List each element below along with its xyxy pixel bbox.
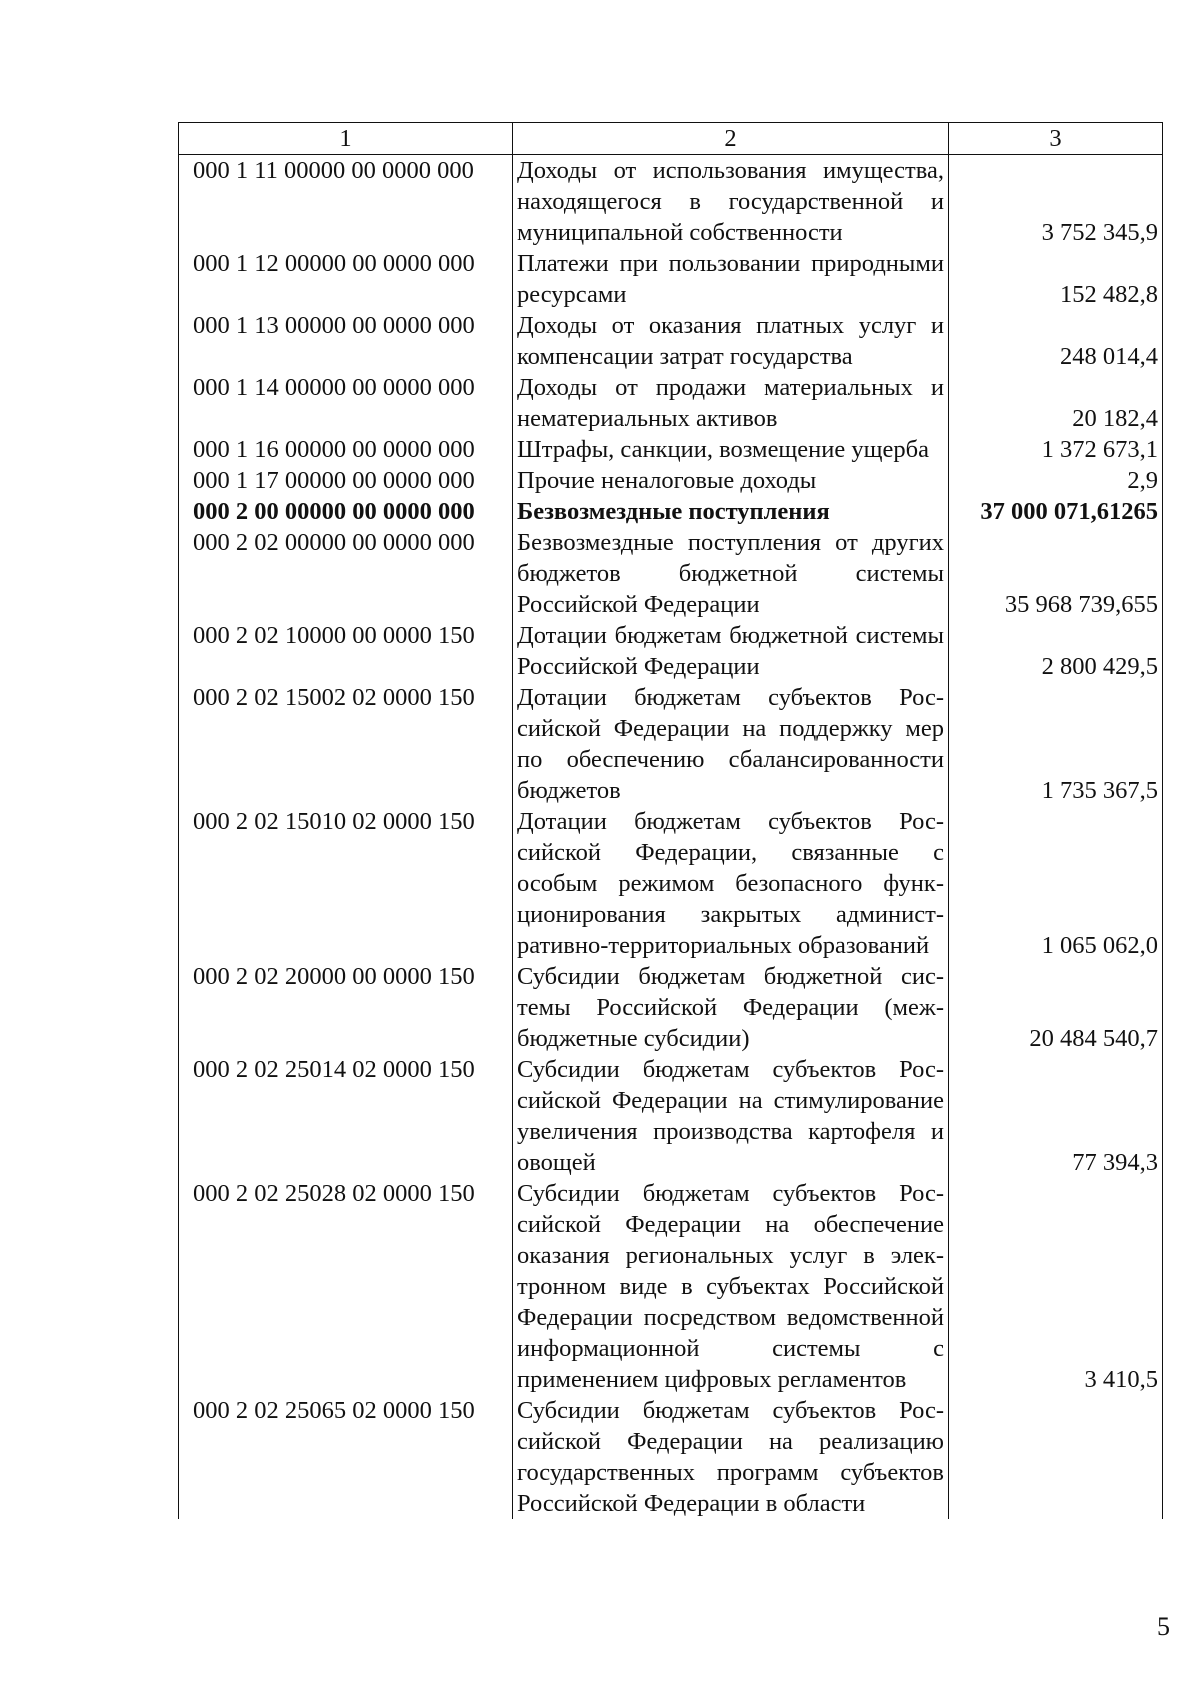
budget-code-cell: 000 1 11 00000 00 0000 000 <box>179 155 513 249</box>
budget-code-cell: 000 2 02 25014 02 0000 150 <box>179 1054 513 1178</box>
table-body <box>179 155 1163 1520</box>
revenue-name-cell: Прочие неналоговые доходы <box>513 465 949 496</box>
revenue-name-cell: Доходы от продажи материальных и нематериальных активов <box>513 372 949 434</box>
table-row <box>179 248 1163 310</box>
table-row <box>179 1054 1163 1178</box>
revenue-name-cell: Дотации бюджетам бюджетной системы Российской Федерации <box>513 620 949 682</box>
column-header-name: 2 <box>513 123 949 155</box>
revenue-name-cell: Дотации бюджетам субъектов Российской Федерации, связанные с особым режимом безопасного функционирования закрытых административно-территориальных образований <box>513 806 949 961</box>
amount-cell: 77 394,3 <box>949 1054 1163 1178</box>
column-header-code: 1 <box>179 123 513 155</box>
amount-cell: 2,9 <box>949 465 1163 496</box>
budget-code-cell: 000 2 00 00000 00 0000 000 <box>179 496 513 527</box>
table-row <box>179 961 1163 1054</box>
revenue-name-cell: Платежи при пользовании природными ресурсами <box>513 248 949 310</box>
column-header-amount: 3 <box>949 123 1163 155</box>
table-row <box>179 496 1163 527</box>
amount-cell: 35 968 739,655 <box>949 527 1163 620</box>
amount-cell: 3 410,5 <box>949 1178 1163 1395</box>
revenue-name-cell: Безвозмездные поступления от других бюджетов бюджетной системы Российской Федерации <box>513 527 949 620</box>
budget-code-cell: 000 1 12 00000 00 0000 000 <box>179 248 513 310</box>
amount-cell: 1 065 062,0 <box>949 806 1163 961</box>
table-header-row <box>179 123 1163 155</box>
table-row <box>179 465 1163 496</box>
table-row <box>179 806 1163 961</box>
table-row <box>179 1178 1163 1395</box>
table-row <box>179 682 1163 806</box>
page-number: 5 <box>1157 1612 1170 1641</box>
revenue-name-cell: Субсидии бюджетам бюджетной системы Российской Федерации (межбюджетные субсидии) <box>513 961 949 1054</box>
amount-cell: 37 000 071,61265 <box>949 496 1163 527</box>
amount-cell: 2 800 429,5 <box>949 620 1163 682</box>
amount-cell: 1 735 367,5 <box>949 682 1163 806</box>
budget-code-cell: 000 2 02 15010 02 0000 150 <box>179 806 513 961</box>
revenue-name-cell: Субсидии бюджетам субъектов Российской Федерации на стимулирование увеличения производства картофеля и овощей <box>513 1054 949 1178</box>
budget-code-cell: 000 2 02 25028 02 0000 150 <box>179 1178 513 1395</box>
budget-code-cell: 000 2 02 00000 00 0000 000 <box>179 527 513 620</box>
revenue-name-cell: Субсидии бюджетам субъектов Российской Федерации на реализацию государственных программ субъектов Российской Федерации в области <box>513 1395 949 1519</box>
table-row <box>179 620 1163 682</box>
revenue-name-cell: Дотации бюджетам субъектов Российской Федерации на поддержку мер по обеспечению сбалансированности бюджетов <box>513 682 949 806</box>
amount-cell: 20 484 540,7 <box>949 961 1163 1054</box>
budget-code-cell: 000 2 02 20000 00 0000 150 <box>179 961 513 1054</box>
budget-code-cell: 000 1 17 00000 00 0000 000 <box>179 465 513 496</box>
budget-code-cell: 000 2 02 25065 02 0000 150 <box>179 1395 513 1519</box>
budget-code-cell: 000 1 16 00000 00 0000 000 <box>179 434 513 465</box>
revenue-name-cell: Доходы от использования имущества, находящегося в государственной и муниципальной собственности <box>513 155 949 249</box>
budget-revenue-table <box>178 122 1163 1519</box>
table-row <box>179 1395 1163 1519</box>
budget-code-cell: 000 2 02 15002 02 0000 150 <box>179 682 513 806</box>
revenue-name-cell: Субсидии бюджетам субъектов Российской Федерации на обеспечение оказания региональных услуг в электронном виде в субъектах Российской Федерации посредством ведомственной информационной системы с применением цифровых регламентов <box>513 1178 949 1395</box>
amount-cell: 248 014,4 <box>949 310 1163 372</box>
budget-code-cell: 000 2 02 10000 00 0000 150 <box>179 620 513 682</box>
budget-code-cell: 000 1 13 00000 00 0000 000 <box>179 310 513 372</box>
table-row <box>179 155 1163 249</box>
amount-cell <box>949 1395 1163 1519</box>
table-row <box>179 310 1163 372</box>
revenue-name-cell: Безвозмездные поступления <box>513 496 949 527</box>
amount-cell: 1 372 673,1 <box>949 434 1163 465</box>
amount-cell: 3 752 345,9 <box>949 155 1163 249</box>
revenue-name-cell: Штрафы, санкции, возмещение ущерба <box>513 434 949 465</box>
budget-code-cell: 000 1 14 00000 00 0000 000 <box>179 372 513 434</box>
table-row <box>179 434 1163 465</box>
amount-cell: 20 182,4 <box>949 372 1163 434</box>
revenue-name-cell: Доходы от оказания платных услуг и компенсации затрат государства <box>513 310 949 372</box>
table-row <box>179 372 1163 434</box>
table-row <box>179 527 1163 620</box>
amount-cell: 152 482,8 <box>949 248 1163 310</box>
